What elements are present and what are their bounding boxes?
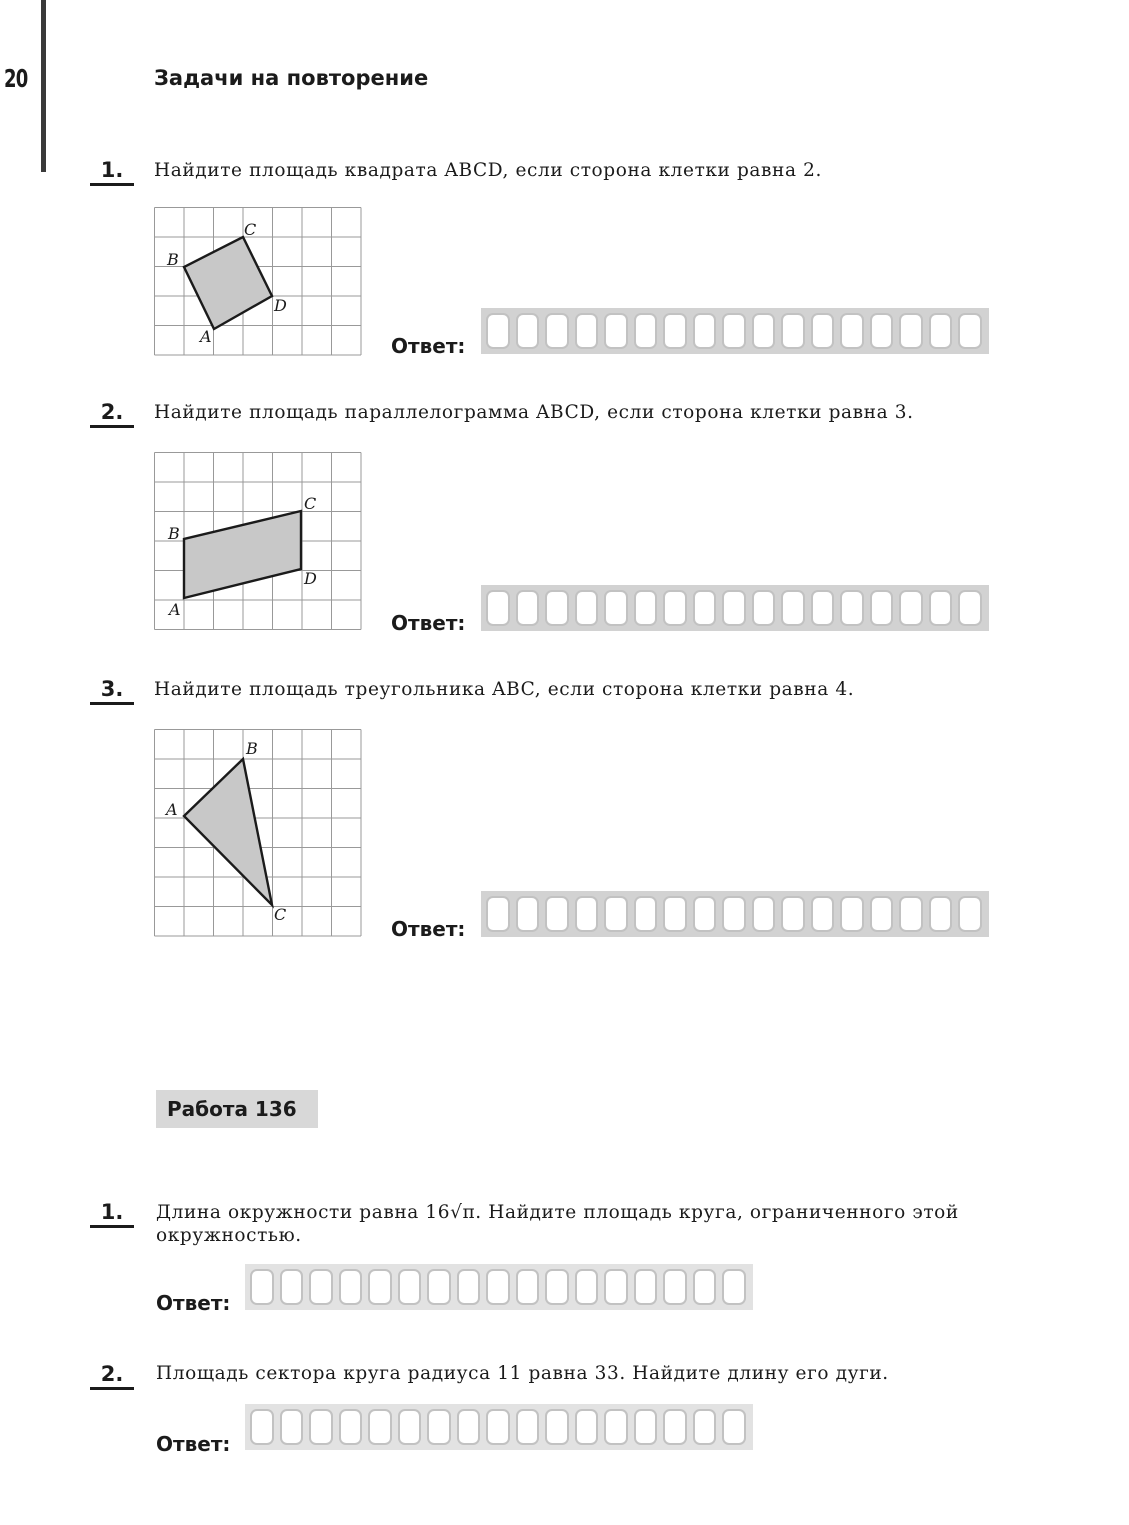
work-title: Работа 136 [156,1090,318,1128]
answer-cell[interactable] [929,313,953,349]
task-2-number: 2. [90,400,134,428]
answer-cell[interactable] [781,313,805,349]
answer-cell[interactable] [486,313,510,349]
answer-cell[interactable] [280,1269,304,1305]
task-3-text: Найдите площадь треугольника ABC, если сторона клетки равна 4. [154,679,855,700]
vertex-label-d: D [274,296,287,315]
answer-cell[interactable] [516,313,540,349]
answer-cell[interactable] [486,590,510,626]
answer-cell[interactable] [693,896,717,932]
vertex-label-c: C [244,220,257,239]
answer-cell[interactable] [693,590,717,626]
page-number: 20 [4,64,28,93]
answer-cell[interactable] [811,313,835,349]
answer-cell[interactable] [575,313,599,349]
work-task-1-answer-label: Ответ: [156,1291,231,1315]
answer-cell[interactable] [899,896,923,932]
answer-cell[interactable] [722,1409,746,1445]
answer-cell[interactable] [693,1269,717,1305]
work-task-1-answer-field[interactable] [245,1264,753,1310]
answer-cell[interactable] [545,590,569,626]
answer-cell[interactable] [634,590,658,626]
answer-cell[interactable] [575,1269,599,1305]
answer-cell[interactable] [457,1409,481,1445]
task-3-number: 3. [90,677,134,705]
vertex-label-a: A [166,800,178,819]
answer-cell[interactable] [958,590,982,626]
task-1-number: 1. [90,158,134,186]
task-1-answer-label: Ответ: [391,334,466,358]
answer-cell[interactable] [545,896,569,932]
answer-cell[interactable] [486,1269,510,1305]
vertex-label-a: A [200,327,212,346]
vertex-label-c: C [274,905,287,924]
answer-cell[interactable] [693,1409,717,1445]
work-task-2-answer-field[interactable] [245,1404,753,1450]
work-task-2-number: 2. [90,1362,134,1390]
answer-cell[interactable] [722,590,746,626]
answer-cell[interactable] [250,1409,274,1445]
answer-cell[interactable] [575,1409,599,1445]
answer-cell[interactable] [339,1409,363,1445]
task-2-answer-label: Ответ: [391,611,466,635]
vertex-label-b: B [246,739,258,758]
answer-cell[interactable] [752,590,776,626]
answer-cell[interactable] [398,1269,422,1305]
answer-cell[interactable] [870,313,894,349]
answer-cell[interactable] [722,313,746,349]
answer-cell[interactable] [899,590,923,626]
answer-cell[interactable] [781,896,805,932]
answer-cell[interactable] [309,1269,333,1305]
answer-cell[interactable] [604,313,628,349]
task-3-answer-field[interactable] [481,891,989,937]
task-2-answer-field[interactable] [481,585,989,631]
answer-cell[interactable] [516,590,540,626]
answer-cell[interactable] [368,1269,392,1305]
vertex-label-b: B [167,250,179,269]
section-title: Задачи на повторение [154,66,429,90]
answer-cell[interactable] [663,1409,687,1445]
vertex-label-c: C [304,494,317,513]
answer-cell[interactable] [958,313,982,349]
answer-cell[interactable] [752,313,776,349]
answer-cell[interactable] [309,1409,333,1445]
answer-cell[interactable] [722,1269,746,1305]
answer-cell[interactable] [634,1269,658,1305]
answer-cell[interactable] [811,896,835,932]
answer-cell[interactable] [634,896,658,932]
answer-cell[interactable] [516,896,540,932]
answer-cell[interactable] [840,896,864,932]
vertex-label-b: B [168,524,180,543]
work-task-2-answer-label: Ответ: [156,1432,231,1456]
work-task-2-text: Площадь сектора круга радиуса 11 равна 33. Найдите длину его дуги. [156,1363,889,1384]
answer-cell[interactable] [929,896,953,932]
answer-cell[interactable] [545,1269,569,1305]
answer-cell[interactable] [250,1269,274,1305]
answer-cell[interactable] [663,1269,687,1305]
answer-cell[interactable] [545,1409,569,1445]
vertex-label-a: A [169,600,181,619]
answer-cell[interactable] [368,1409,392,1445]
answer-cell[interactable] [693,313,717,349]
answer-cell[interactable] [486,896,510,932]
answer-cell[interactable] [840,313,864,349]
answer-cell[interactable] [958,896,982,932]
task-3-answer-label: Ответ: [391,917,466,941]
answer-cell[interactable] [722,896,746,932]
answer-cell[interactable] [516,1269,540,1305]
answer-cell[interactable] [663,590,687,626]
vertex-label-d: D [304,569,317,588]
answer-cell[interactable] [280,1409,304,1445]
answer-cell[interactable] [516,1409,540,1445]
answer-cell[interactable] [604,1409,628,1445]
work-task-1-text: Длина окружности равна 16√π. Найдите площадь круга, ограниченного этой окружностью. [156,1202,959,1246]
answer-cell[interactable] [604,896,628,932]
answer-cell[interactable] [870,896,894,932]
margin-bar [41,0,46,172]
answer-cell[interactable] [929,590,953,626]
answer-cell[interactable] [427,1409,451,1445]
answer-cell[interactable] [870,590,894,626]
answer-cell[interactable] [339,1269,363,1305]
task-2-grid-figure [150,448,366,633]
answer-cell[interactable] [604,1269,628,1305]
answer-cell[interactable] [663,313,687,349]
answer-cell[interactable] [781,590,805,626]
task-2-text: Найдите площадь параллелограмма ABCD, если сторона клетки равна 3. [154,402,914,423]
answer-cell[interactable] [575,590,599,626]
answer-cell[interactable] [634,1409,658,1445]
task-1-answer-field[interactable] [481,308,989,354]
answer-cell[interactable] [427,1269,451,1305]
triangle-abc [184,759,272,905]
answer-cell[interactable] [899,313,923,349]
answer-cell[interactable] [457,1269,481,1305]
answer-cell[interactable] [604,590,628,626]
answer-cell[interactable] [811,590,835,626]
answer-cell[interactable] [752,896,776,932]
answer-cell[interactable] [634,313,658,349]
answer-cell[interactable] [840,590,864,626]
answer-cell[interactable] [398,1409,422,1445]
task-1-text: Найдите площадь квадрата ABCD, если сторона клетки равна 2. [154,160,822,181]
answer-cell[interactable] [545,313,569,349]
task-3-grid-figure [150,725,366,940]
answer-cell[interactable] [575,896,599,932]
square-abcd [184,237,272,329]
answer-cell[interactable] [663,896,687,932]
answer-cell[interactable] [486,1409,510,1445]
task-1-grid-figure [150,203,366,360]
work-task-1-number: 1. [90,1200,134,1228]
